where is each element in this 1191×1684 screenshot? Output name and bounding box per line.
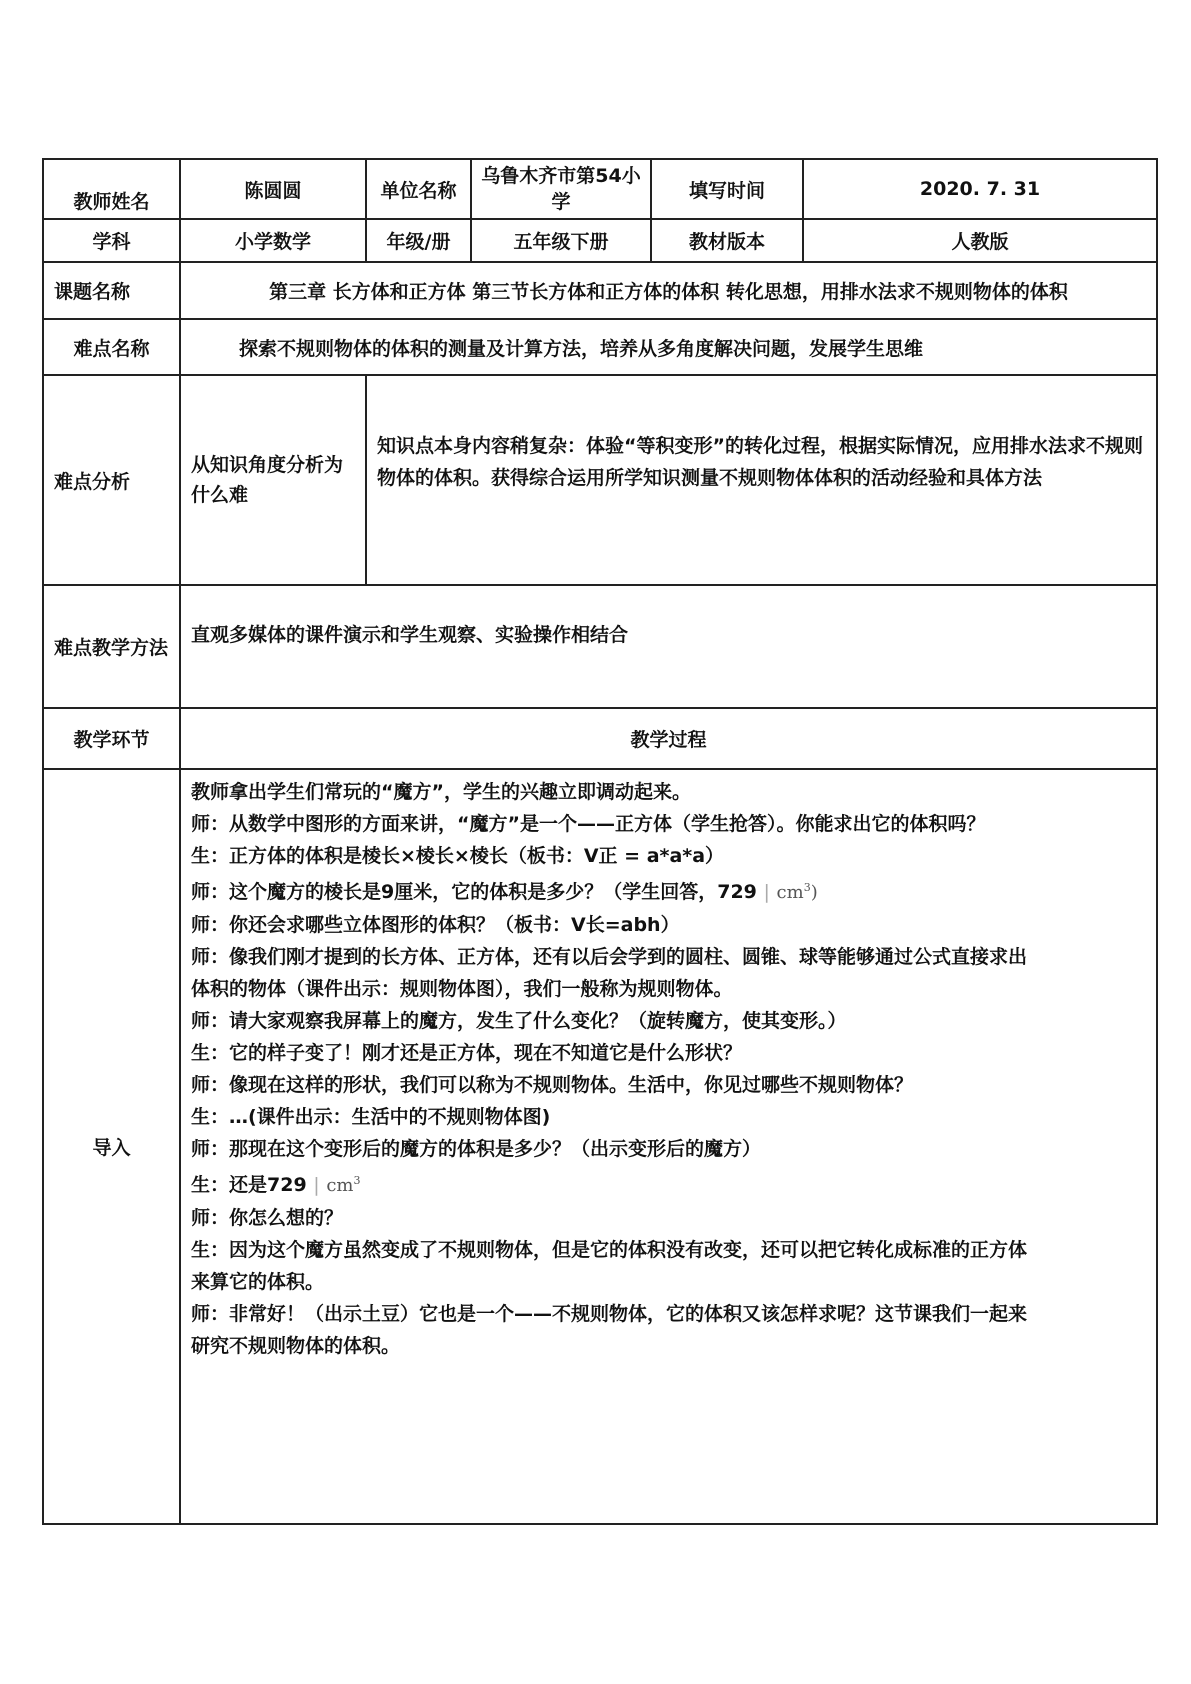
unit-exp: 3 — [803, 881, 811, 894]
intro-line: 生：因为这个魔方虽然变成了不规则物体，但是它的体积没有改变，还可以把它转化成标准的正方体 — [191, 1239, 1028, 1261]
intro-stage: 导入 — [43, 769, 180, 1524]
analysis-label: 难点分析 — [43, 375, 180, 585]
teacher-label: 教师姓名 — [43, 159, 180, 219]
intro-line: 生：正方体的体积是棱长×棱长×棱长（板书：V正 = a*a*a） — [191, 845, 725, 867]
unit-value: 乌鲁木齐市第54小学 — [481, 165, 641, 213]
row-method — [43, 585, 1157, 708]
intro-line: 师：你还会求哪些立体图形的体积？（板书：V长=abh） — [191, 914, 680, 936]
unit-cm3 — [777, 882, 818, 903]
subject-label: 学科 — [43, 219, 180, 262]
analysis-value: 知识点本身内容稍复杂：体验“等积变形”的转化过程，根据实际情况，应用排水法求不规则物体的体积。获得综合运用所学知识测量不规则物体体积的活动经验和具体方法 — [366, 375, 1157, 585]
intro-line: 师：请大家观察我屏幕上的魔方，发生了什么变化？（旋转魔方，使其变形。） — [191, 1010, 847, 1032]
intro-line: 生：…(课件出示：生活中的不规则物体图) — [191, 1106, 551, 1128]
row-difficulty — [43, 319, 1157, 375]
cursor-mark: | — [313, 1174, 320, 1196]
grade-label: 年级/册 — [366, 219, 471, 262]
date-label: 填写时间 — [651, 159, 803, 219]
intro-line-text: 师：这个魔方的棱长是9厘米，它的体积是多少？（学生回答，729 — [191, 881, 757, 903]
intro-line: 来算它的体积。 — [191, 1271, 325, 1293]
date-value: 2020. 7. 31 — [803, 159, 1157, 219]
intro-line: 生：它的样子变了！刚才还是正方体，现在不知道它是什么形状？ — [191, 1042, 743, 1064]
intro-line-text: 生：还是729 — [191, 1174, 307, 1196]
intro-line: 师：从数学中图形的方面来讲，“魔方”是一个——正方体（学生抢答）。你能求出它的体积吗？ — [191, 813, 986, 835]
intro-line: 师：那现在这个变形后的魔方的体积是多少？（出示变形后的魔方） — [191, 1138, 762, 1160]
unit-exp: 3 — [353, 1174, 361, 1187]
row-topic — [43, 262, 1157, 319]
intro-line: 体积的物体（课件出示：规则物体图），我们一般称为规则物体。 — [191, 978, 733, 1000]
intro-line — [191, 1165, 1146, 1202]
difficulty-label: 难点名称 — [43, 319, 180, 375]
row-intro — [43, 769, 1157, 1524]
method-value: 直观多媒体的课件演示和学生观察、实验操作相结合 — [180, 585, 1157, 708]
subject-value: 小学数学 — [180, 219, 366, 262]
topic-value: 第三章 长方体和正方体 第三节长方体和正方体的体积 转化思想，用排水法求不规则物体的体积 — [180, 262, 1157, 319]
intro-line: 师：你怎么想的？ — [191, 1207, 344, 1229]
row-analysis — [43, 375, 1157, 585]
row-process-header — [43, 708, 1157, 769]
process-header: 教学过程 — [180, 708, 1157, 769]
edition-label: 教材版本 — [651, 219, 803, 262]
unit-cm3 — [326, 1175, 360, 1196]
lesson-form-table — [42, 158, 1158, 1525]
intro-line: 研究不规则物体的体积。 — [191, 1335, 401, 1357]
intro-line: 师：像现在这样的形状，我们可以称为不规则物体。生活中，你见过哪些不规则物体？ — [191, 1074, 914, 1096]
topic-label: 课题名称 — [43, 262, 180, 319]
cursor-mark: | — [763, 881, 770, 903]
teacher-value: 陈圆圆 — [180, 159, 366, 219]
unit-label: 单位名称 — [366, 159, 471, 219]
unit-cm: cm — [326, 1175, 354, 1196]
unit-close-paren: ) — [810, 882, 818, 903]
method-label: 难点教学方法 — [43, 585, 180, 708]
intro-line: 师：像我们刚才提到的长方体、正方体，还有以后会学到的圆柱、圆锥、球等能够通过公式直接求出 — [191, 946, 1028, 968]
intro-line — [191, 872, 1146, 909]
stage-header: 教学环节 — [43, 708, 180, 769]
difficulty-value: 探索不规则物体的体积的测量及计算方法，培养从多角度解决问题，发展学生思维 — [180, 319, 1157, 375]
intro-process — [180, 769, 1157, 1524]
edition-value: 人教版 — [803, 219, 1157, 262]
unit-cm: cm — [776, 882, 804, 903]
unit-value-cell — [471, 159, 651, 219]
intro-line: 教师拿出学生们常玩的“魔方”，学生的兴趣立即调动起来。 — [191, 781, 691, 803]
analysis-sub-label: 从知识角度分析为什么难 — [180, 375, 366, 585]
intro-line: 师：非常好！（出示土豆）它也是一个——不规则物体，它的体积又该怎样求呢？这节课我们一起来 — [191, 1303, 1028, 1325]
row-subject — [43, 219, 1157, 262]
row-header — [43, 159, 1157, 219]
grade-value: 五年级下册 — [471, 219, 651, 262]
